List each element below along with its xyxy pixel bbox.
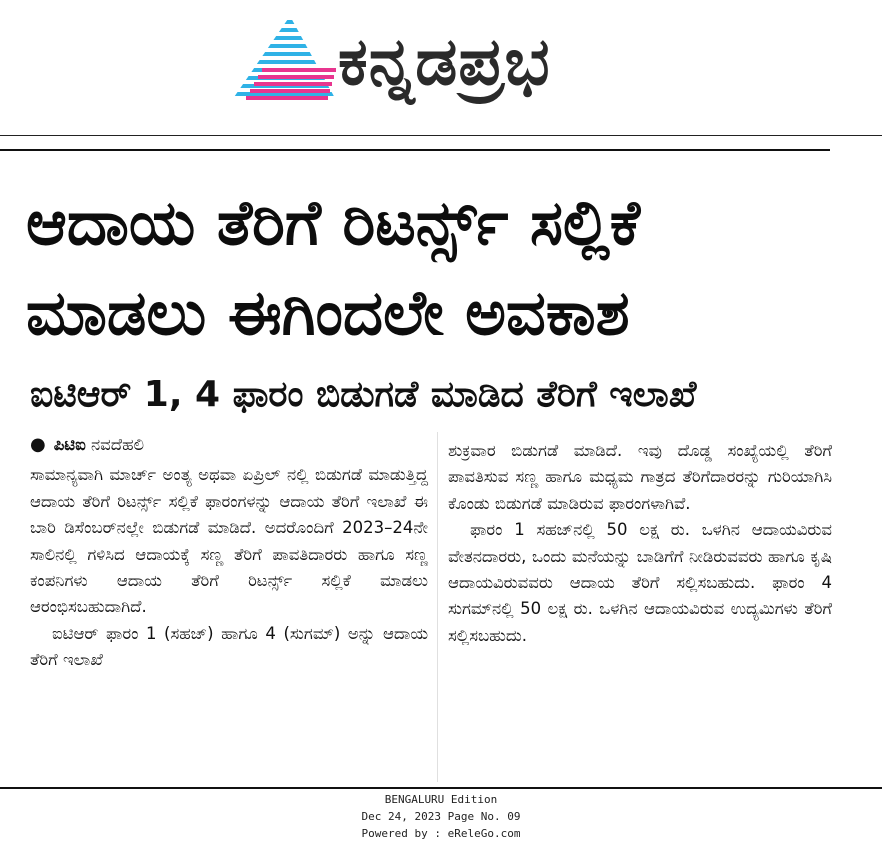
paragraph-2: ಐಟಿಆರ್ ಫಾರಂ 1 (ಸಹಜ್) ಹಾಗೂ 4 (ಸುಗಮ್) ಅನ್ನು ಆದಾಯ ತೆರಿಗೆ ಇಲಾಖೆ [30, 623, 428, 670]
agency: ಪಿಟಿಐ [53, 435, 86, 454]
logo-blue-stripe [232, 20, 336, 24]
article-column-left [30, 432, 428, 674]
subheadline: ಐಟಿಆರ್ 1, 4 ಫಾರಂ ಬಿಡುಗಡೆ ಮಾಡಿದ ತೆರಿಗೆ ಇಲಾಖೆ [30, 374, 697, 415]
footer [0, 791, 882, 842]
logo-pink-stripe [246, 96, 328, 100]
logo-triangle-icon [232, 12, 336, 104]
logo-pink-stripe [254, 82, 332, 86]
logo-pink-stripe [262, 68, 336, 72]
paragraph-1: ಸಾಮಾನ್ಯವಾಗಿ ಮಾರ್ಚ್ ಅಂತ್ಯ ಅಥವಾ ಏಪ್ರಿಲ್ ನಲ್ಲಿ ಬಿಡುಗಡೆ ಮಾಡುತ್ತಿದ್ದ ಆದಾಯ ತೆರಿಗೆ ರಿಟರ್ನ್ಸ್ ಸಲ್ಲಿಕೆ ಫಾರಂಗಳನ್ನು ಆದಾಯ ತೆರಿಗೆ ಇಲಾಖೆ ಈ ಬಾರಿ ಡಿಸೆಂಬರ್‌ನಲ್ಲೇ ಬಿಡುಗಡೆ ಮಾಡಿದೆ. ಅದರೊಂದಿಗೆ 2023–24ನೇ ಸಾಲಿನಲ್ಲಿ ಗಳಿಸಿದ ಆದಾಯಕ್ಕೆ ಸಣ್ಣ ತೆರಿಗೆ ಪಾವತಿದಾರರು ಹಾಗೂ ಸಣ್ಣ ಕಂಪನಿಗಳು ಆದಾಯ ತೆರಿಗೆ ರಿಟರ್ನ್ಸ್ ಸಲ್ಲಿಕೆ ಮಾಡಲು ಆರಂಭಿಸಬಹುದಾಗಿದೆ. [30, 465, 428, 617]
logo-blue-stripe [232, 28, 336, 32]
headline-rule [0, 149, 830, 151]
dateline: ನವದೆಹಲಿ [91, 435, 145, 454]
headline-line-1: ಆದಾಯ ತೆರಿಗೆ ರಿಟರ್ನ್ಸ್ ಸಲ್ಲಿಕೆ [26, 186, 641, 259]
brand-name: ಕನ್ನಡಪ್ರಭ [338, 23, 551, 100]
footer-rule [0, 787, 882, 789]
byline [30, 432, 428, 458]
footer-date-page: Dec 24, 2023 Page No. 09 [361, 810, 521, 823]
logo-blue-stripe [232, 100, 336, 104]
logo-pink-stripe [250, 89, 330, 93]
logo-blue-stripe [232, 36, 336, 40]
footer-powered-by: Powered by : eReleGo.com [361, 827, 521, 840]
footer-edition: BENGALURU Edition [384, 793, 498, 806]
logo-blue-stripe [232, 44, 336, 48]
logo-blue-stripe [232, 52, 336, 56]
headline-line-2: ಮಾಡಲು ಈಗಿಂದಲೇ ಅವಕಾಶ [26, 276, 630, 349]
bullet: ● [30, 434, 46, 455]
masthead [0, 0, 882, 134]
logo-blue-stripe [232, 60, 336, 64]
paragraph-3: ಶುಕ್ರವಾರ ಬಿಡುಗಡೆ ಮಾಡಿದೆ. ಇವು ದೊಡ್ಡ ಸಂಖ್ಯೆಯಲ್ಲಿ ತೆರಿಗೆ ಪಾವತಿಸುವ ಸಣ್ಣ ಹಾಗೂ ಮಧ್ಯಮ ಗಾತ್ರದ ತೆರಿಗೆದಾರರನ್ನು ಗುರಿಯಾಗಿಸಿ ಕೊಂಡು ಬಿಡುಗಡೆ ಮಾಡಿರುವ ಫಾರಂಗಳಾಗಿವೆ. [448, 441, 832, 513]
article-column-right [448, 438, 832, 649]
headline [26, 178, 826, 358]
top-rule [0, 135, 882, 136]
logo-pink-stripe [258, 75, 334, 79]
paragraph-4: ಫಾರಂ 1 ಸಹಜ್‌ನಲ್ಲಿ 50 ಲಕ್ಷ ರು. ಒಳಗಿನ ಆದಾಯವಿರುವ ವೇತನದಾರರು, ಒಂದು ಮನೆಯನ್ನು ಬಾಡಿಗೆಗೆ ನೀಡಿರುವವರು ಹಾಗೂ ಕೃಷಿ ಆದಾಯವಿರುವವರು ಆದಾಯ ತೆರಿಗೆ ಸಲ್ಲಿಸಬಹುದು. ಫಾರಂ 4 ಸುಗಮ್‌ನಲ್ಲಿ 50 ಲಕ್ಷ ರು. ಒಳಗಿನ ಆದಾಯವಿರುವ ಉದ್ಯಮಿಗಳು ತೆರಿಗೆ ಸಲ್ಲಿಸಬಹುದು. [448, 520, 832, 645]
column-divider [437, 432, 438, 782]
